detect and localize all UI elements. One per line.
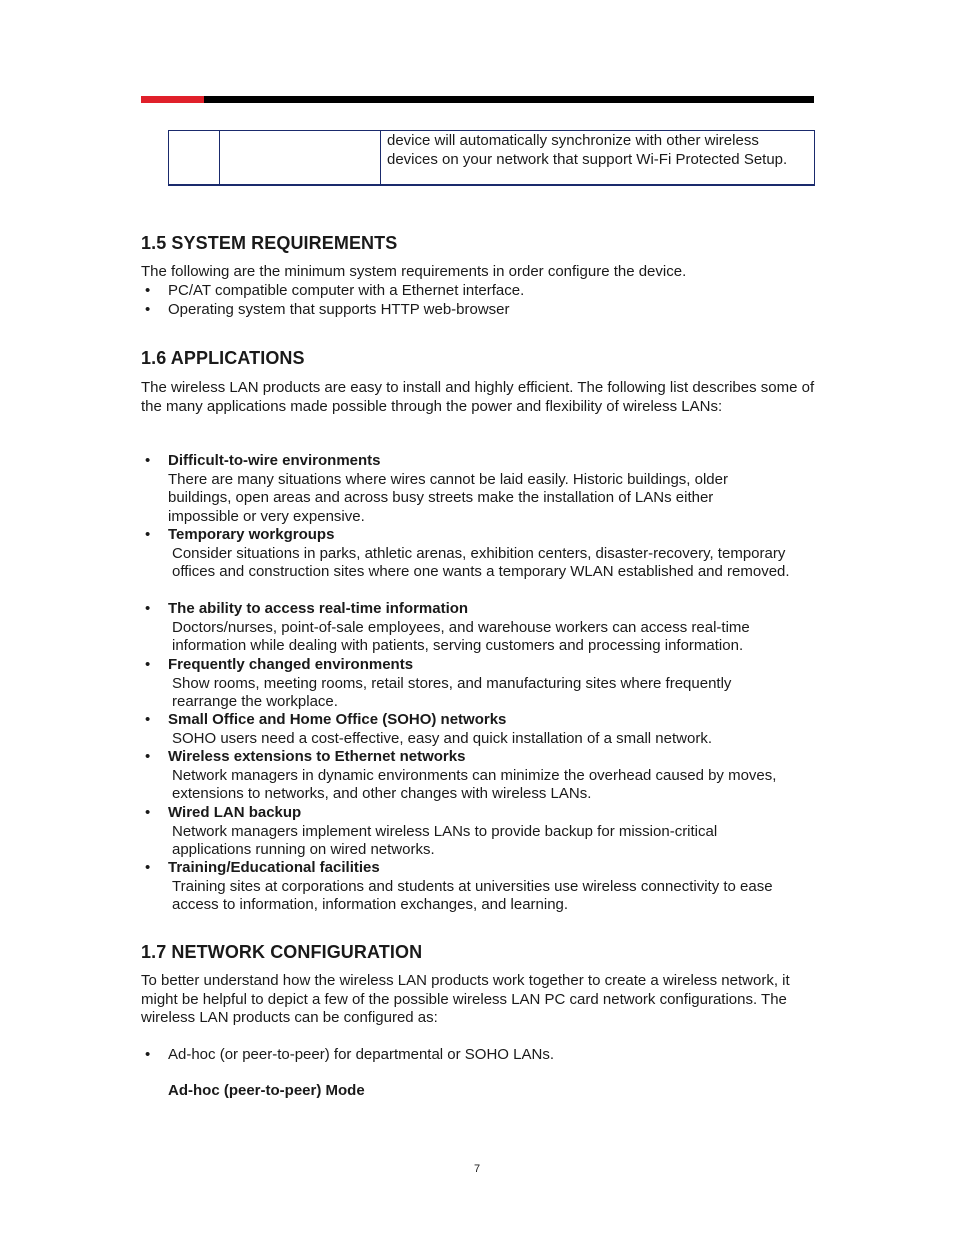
page-number: 7 <box>473 1163 481 1175</box>
table-cell-empty <box>169 131 220 186</box>
list-item-description: Show rooms, meeting rooms, retail stores, and manufacturing sites where frequently rearrange the workplace. <box>172 674 732 710</box>
list-item-title: Difficult-to-wire environments <box>168 452 381 469</box>
paragraph-applications: The wireless LAN products are easy to install and highly efficient. The following list describes some of the many applications made possible through the power and flexibility of wireless LANs: <box>141 379 815 415</box>
continued-table <box>168 130 815 186</box>
bullet: • <box>145 711 151 728</box>
list-item-title: Temporary workgroups <box>168 526 335 543</box>
table-cell-text: device will automatically synchronize with other wireless devices on your network that support Wi-Fi Protected Setup. <box>381 131 815 186</box>
header-rule-black <box>204 96 814 103</box>
list-item: Operating system that supports HTTP web-browser <box>168 301 510 318</box>
bullet: • <box>145 526 151 543</box>
table-row <box>169 131 815 186</box>
list-item <box>168 748 813 804</box>
list-item-description: Network managers implement wireless LANs to provide backup for mission-critical applications running on wired networks. <box>172 822 718 858</box>
list-item <box>168 859 813 915</box>
list-item <box>168 600 808 656</box>
section-heading-network-configuration: 1.7 NETWORK CONFIGURATION <box>141 942 423 962</box>
list-item-title: Wired LAN backup <box>168 804 302 821</box>
header-rule-red <box>141 96 204 103</box>
list-item-description: There are many situations where wires cannot be laid easily. Historic buildings, older buildings, open areas and across busy streets make the installation of LANs either impossible or very expensive. <box>168 470 728 525</box>
list-item-description: Network managers in dynamic environments can minimize the overhead caused by moves, extensions to networks, and other changes with wireless LANs. <box>172 766 777 802</box>
list-item <box>168 804 768 860</box>
bullet: • <box>145 804 151 821</box>
list-item-title: Frequently changed environments <box>168 656 414 673</box>
table-cell-empty <box>220 131 381 186</box>
list-item-description: Doctors/nurses, point-of-sale employees, and warehouse workers can access real-time information while dealing with patients, serving customers and processing information. <box>172 618 750 654</box>
list-item <box>168 452 768 526</box>
list-item-title: Wireless extensions to Ethernet networks <box>168 748 466 765</box>
bullet: • <box>145 748 151 765</box>
bullet: • <box>145 282 151 299</box>
list-item-title: Training/Educational facilities <box>168 859 380 876</box>
list-item <box>168 656 768 712</box>
list-item <box>168 526 808 582</box>
subheading-adhoc-mode: Ad-hoc (peer-to-peer) Mode <box>168 1082 365 1099</box>
list-item: Ad-hoc (or peer-to-peer) for departmental or SOHO LANs. <box>168 1046 554 1063</box>
list-item-title: The ability to access real-time information <box>168 600 469 617</box>
list-item-description: Consider situations in parks, athletic arenas, exhibition centers, disaster-recovery, temporary offices and construction sites where one wants a temporary WLAN established and removed. <box>172 544 790 580</box>
section-heading-applications: 1.6 APPLICATIONS <box>141 348 305 368</box>
section-heading-system-requirements: 1.5 SYSTEM REQUIREMENTS <box>141 233 398 253</box>
list-item <box>168 711 818 748</box>
bullet: • <box>145 859 151 876</box>
bullet: • <box>145 656 151 673</box>
bullet: • <box>145 600 151 617</box>
list-item-description: SOHO users need a cost-effective, easy and quick installation of a small network. <box>172 729 712 747</box>
paragraph-network-configuration: To better understand how the wireless LAN products work together to create a wireless network, it might be helpful to depict a few of the possible wireless LAN PC card network configurations. The wireless LAN products can be configured as: <box>141 972 790 1026</box>
list-item: PC/AT compatible computer with a Ethernet interface. <box>168 282 525 299</box>
bullet: • <box>145 301 151 318</box>
bullet: • <box>145 1046 151 1063</box>
list-item-description: Training sites at corporations and students at universities use wireless connectivity to ease access to information, information exchanges, and learning. <box>172 877 773 913</box>
paragraph-system-requirements: The following are the minimum system requirements in order configure the device. <box>141 263 687 280</box>
bullet: • <box>145 452 151 469</box>
list-item-title: Small Office and Home Office (SOHO) networks <box>168 711 507 728</box>
